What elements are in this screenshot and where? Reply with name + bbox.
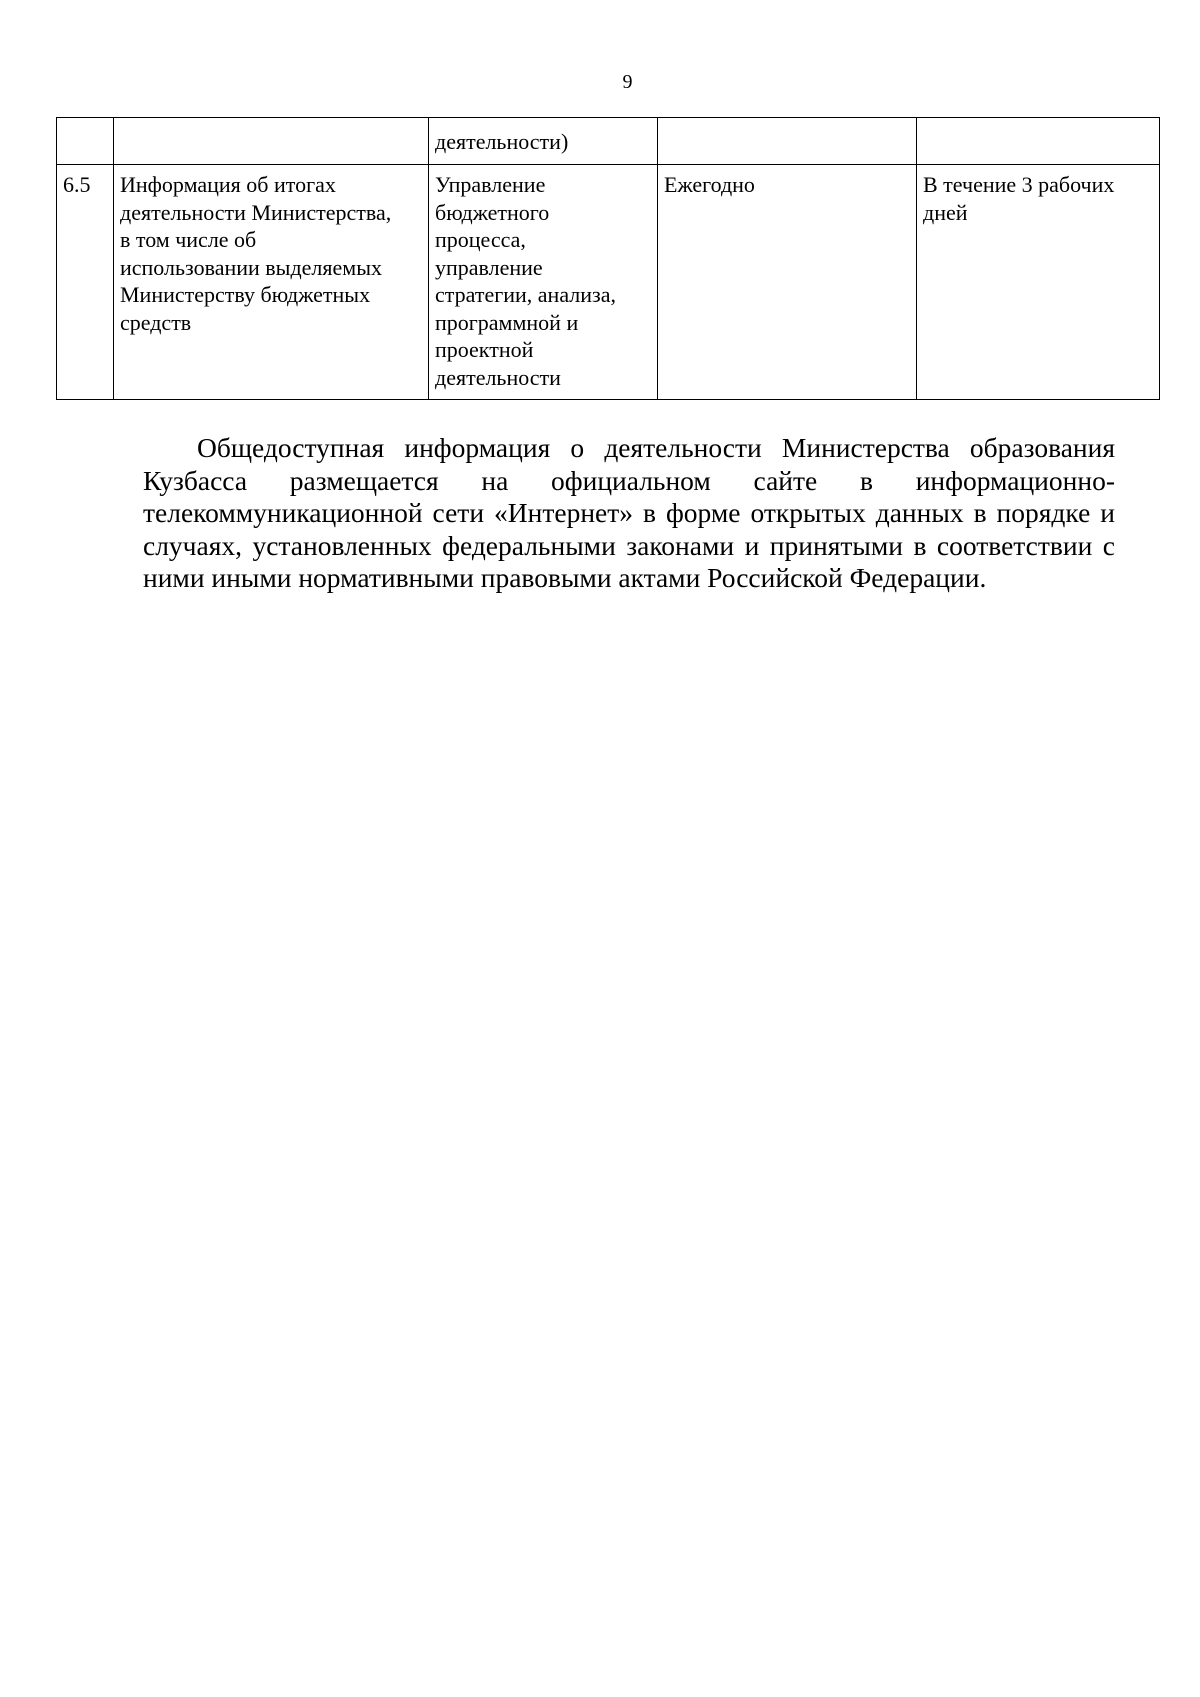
cell-frequency: Ежегодно: [658, 165, 917, 400]
cell-title: Информация об итогах деятельности Министерства, в том числе об использовании выделяемых Министерству бюджетных средств: [114, 165, 429, 400]
cell-title: [114, 118, 429, 165]
page-number: 9: [622, 71, 633, 93]
cell-responsible: деятельности): [429, 118, 658, 165]
cell-frequency: [658, 118, 917, 165]
information-table: [56, 117, 1160, 400]
body-paragraph: Общедоступная информация о деятельности Министерства образования Кузбасса размещается на официальном сайте в информационно-телекоммуникационной сети «Интернет» в форме открытых данных в порядке и случаях, установленных федеральными законами и принятыми в соответствии с ними иными нормативными правовыми актами Российской Федерации.: [143, 432, 1115, 594]
cell-number: [57, 118, 114, 165]
cell-responsible: Управление бюджетного процесса, управление стратегии, анализа, программной и проектной деятельности: [429, 165, 658, 400]
cell-deadline: В течение 3 рабочих дней: [917, 165, 1160, 400]
table-row: [57, 118, 1160, 165]
cell-number: 6.5: [57, 165, 114, 400]
cell-deadline: [917, 118, 1160, 165]
table-row: [57, 165, 1160, 400]
